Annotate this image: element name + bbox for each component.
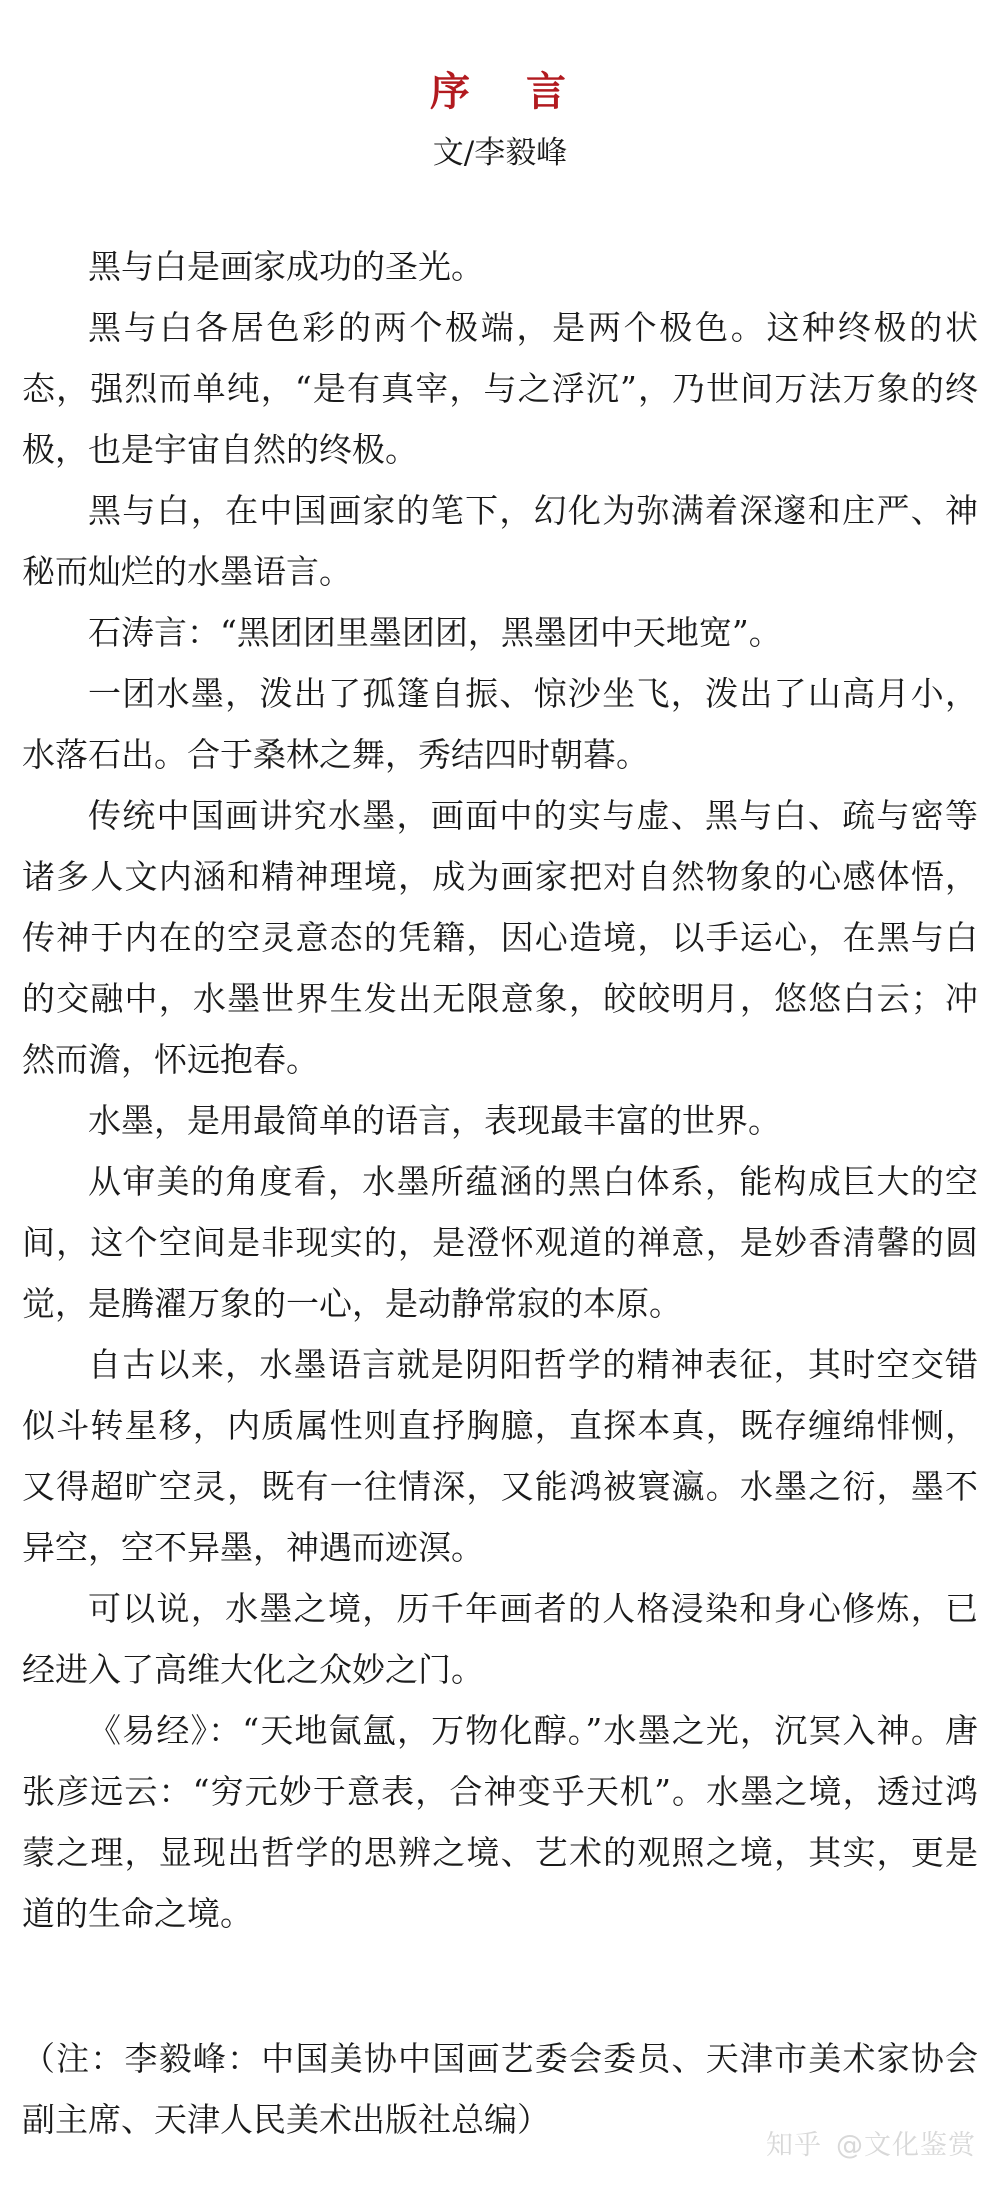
paragraph-11: 《易经》：“天地氤氲，万物化醇。”水墨之光，沉冥入神。唐张彦远云：“穷元妙于意表，合神变乎天机”。水墨之境，透过鸿蒙之理，显现出哲学的思辨之境、艺术的观照之境，其实，更是道的生命之境。 [22,1711,978,1933]
paragraph-4: 石涛言：“黑团团里墨团团，黑墨团中天地宽”。 [88,613,782,652]
paragraph-9: 自古以来，水墨语言就是阴阳哲学的精神表征，其时空交错似斗转星移，内质属性则直抒胸臆，直探本真，既存缠绵悱恻，又得超旷空灵，既有一往情深，又能鸿被寰瀛。水墨之衍，墨不异空，空不异墨，神遇而迹溟。 [22,1345,978,1567]
watermark-account: @文化鉴赏 [836,2130,976,2161]
paragraph-5: 一团水墨，泼出了孤篷自振、惊沙坐飞，泼出了山高月小，水落石出。合于桑林之舞，秀结四时朝暮。 [22,674,978,774]
paragraph-1: 黑与白是画家成功的圣光。 [88,247,484,286]
author-note-text: （注：李毅峰：中国美协中国画艺委会委员、天津市美术家协会副主席、天津人民美术出版社总编） [22,2039,978,2139]
watermark-site: 知乎 [766,2130,822,2161]
paragraph-10: 可以说，水墨之境，历千年画者的人格浸染和身心修炼，已经进入了高维大化之众妙之门。 [22,1589,978,1689]
paragraph-6: 传统中国画讲究水墨，画面中的实与虚、黑与白、疏与密等诸多人文内涵和精神理境，成为画家把对自然物象的心感体悟，传神于内在的空灵意态的凭籍，因心造境，以手运心，在黑与白的交融中，水墨世界生发出无限意象，皎皎明月，悠悠白云；冲然而澹，怀远抱春。 [22,796,978,1079]
paragraph-7: 水墨，是用最简单的语言，表现最丰富的世界。 [88,1101,781,1140]
article-body [22,236,978,1944]
paragraph-8: 从审美的角度看，水墨所蕴涵的黑白体系，能构成巨大的空间，这个空间是非现实的，是澄怀观道的禅意，是妙香清馨的圆觉，是腾濯万象的一心，是动静常寂的本原。 [22,1162,978,1323]
paragraph-3: 黑与白，在中国画家的笔下，幻化为弥满着深邃和庄严、神秘而灿烂的水墨语言。 [22,491,978,591]
paragraph-2: 黑与白各居色彩的两个极端，是两个极色。这种终极的状态，强烈而单纯，“是有真宰，与之浮沉”，乃世间万法万象的终极，也是宇宙自然的终极。 [22,308,978,469]
watermark [766,2123,976,2162]
article-author: 文/李毅峰 [432,135,568,171]
article-title: 序 言 [430,68,570,115]
